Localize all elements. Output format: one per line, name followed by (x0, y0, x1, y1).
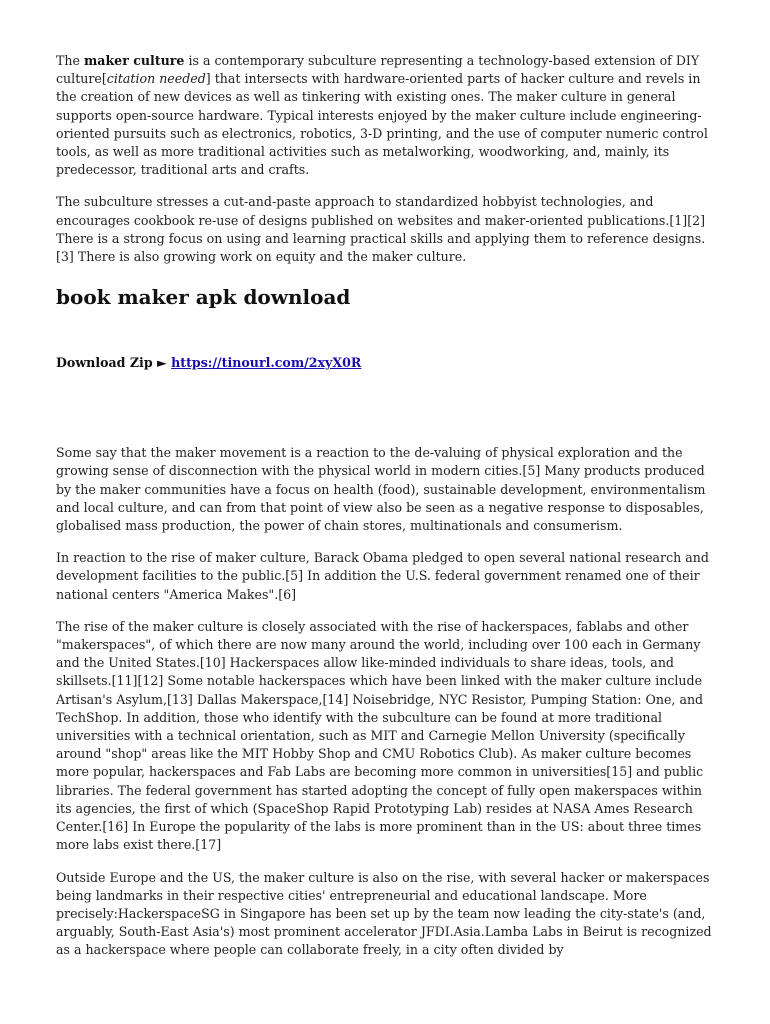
download-line (56, 354, 716, 372)
intro-text-prefix: The (56, 53, 84, 68)
body-paragraph-3: The rise of the maker culture is closely associated with the rise of hackerspaces, fablabs and other "makerspaces", of which there are now many around the world, including over 100 each in Germany and the United States.[10] Hackerspaces allow like-minded individuals to share ideas, tools, and skillsets.[11][12] Some notable hackerspaces which have been linked with the maker culture include Artisan's Asylum,[13] Dallas Makerspace,[14] Noisebridge, NYC Resistor, Pumping Station: One, and TechShop. In addition, those who identify with the subculture can be found at more traditional universities with a technical orientation, such as MIT and Carnegie Mellon University (specifically around "shop" areas like the MIT Hobby Shop and CMU Robotics Club). As maker culture becomes more popular, hackerspaces and Fab Labs are becoming more common in universities[15] and public libraries. The federal government has started adopting the concept of fully open makerspaces within its agencies, the first of which (SpaceShop Rapid Prototyping Lab) resides at NASA Ames Research Center.[16] In Europe the popularity of the labs is more prominent than in the US: about three times more labs exist there.[17] (56, 618, 704, 853)
download-link[interactable]: https://tinourl.com/2xyX0R (171, 355, 362, 371)
intro-paragraph-1 (56, 52, 716, 179)
document-page (56, 52, 716, 960)
body-paragraph-4: Outside Europe and the US, the maker culture is also on the rise, with several hacker or makerspaces being landmarks in their respective cities' entrepreneurial and educational landscape. More precisely:HackerspaceSG in Singapore has been set up by the team now leading the city-state's (and, arguably, South-East Asia's) most prominent accelerator JFDI.Asia.Lamba Labs in Beirut is recognized as a hackerspace where people can collaborate freely, in a city often divided by (56, 869, 712, 958)
body-paragraph-1: Some say that the maker movement is a reaction to the de-valuing of physical exploration and the growing sense of disconnection with the physical world in modern cities.[5] Many products produced by the maker communities have a focus on health (food), sustainable development, environmentalism and local culture, and can from that point of view also be seen as a negative response to disposables, globalised mass production, the power of chain stores, multinationals and consumerism. (56, 445, 706, 534)
citation-needed-note: citation needed (106, 71, 206, 87)
term-maker-culture: maker culture (83, 53, 185, 68)
page-heading: book maker apk download (56, 285, 351, 310)
download-label: Download Zip ► (56, 355, 167, 371)
body-paragraph-2: In reaction to the rise of maker culture, Barack Obama pledged to open several national research and development facilities to the public.[5] In addition the U.S. federal government renamed one of their national centers "America Makes".[6] (56, 550, 709, 602)
intro-paragraph-2: The subculture stresses a cut-and-paste approach to standardized hobbyist technologies, and encourages cookbook re-use of designs published on websites and maker-oriented publications.[1][2] There is a strong focus on using and learning practical skills and applying them to reference designs.[3] There is also growing work on equity and the maker culture. (56, 194, 706, 265)
intro-text-rest: ] that intersects with hardware-oriented parts of hacker culture and revels in the creation of new devices as well as tinkering with existing ones. The maker culture in general supports open-source hardware. Typical interests enjoyed by the maker culture include engineering-oriented pursuits such as electronics, robotics, 3-D printing, and the use of computer numeric control tools, as well as more traditional activities such as metalworking, woodworking, and, mainly, its predecessor, traditional arts and crafts. (56, 71, 708, 178)
intro-text-mid: is a contemporary subculture representing a technology-based extension of DIY culture[ (56, 53, 700, 87)
